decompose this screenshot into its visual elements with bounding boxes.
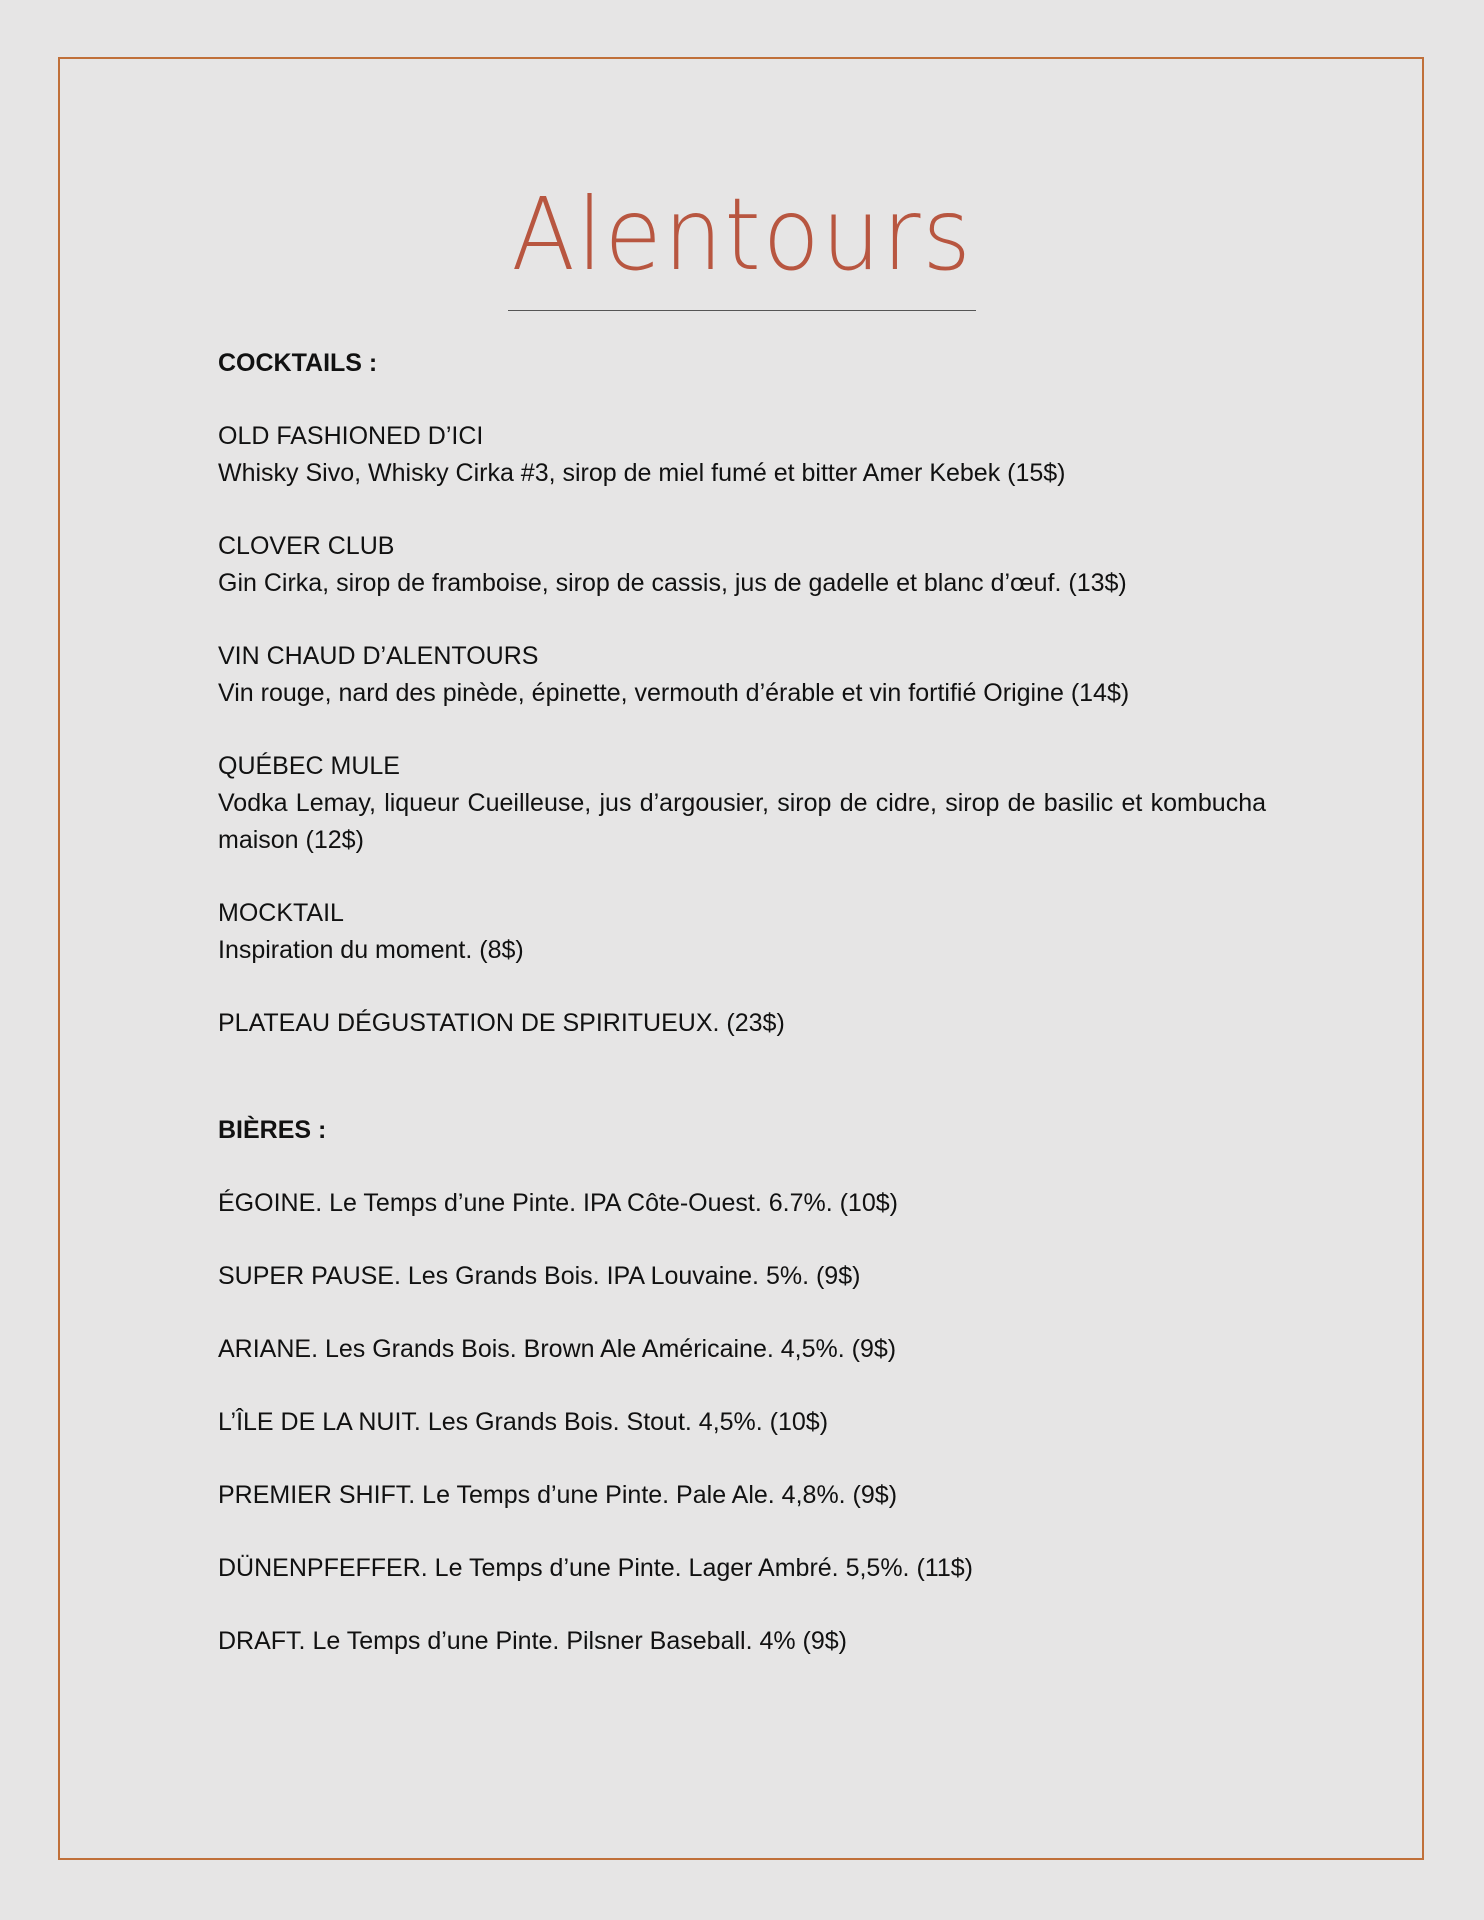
beer-item: ÉGOINE. Le Temps d’une Pinte. IPA Côte-Ouest. 6.7%. (10$): [218, 1189, 898, 1217]
cocktail-description: Gin Cirka, sirop de framboise, sirop de cassis, jus de gadelle et blanc d’œuf. (13$): [218, 569, 1127, 597]
cocktail-name: CLOVER CLUB: [218, 532, 395, 560]
beer-item: DRAFT. Le Temps d’une Pinte. Pilsner Baseball. 4% (9$): [218, 1627, 848, 1655]
cocktail-name: VIN CHAUD D’ALENTOURS: [218, 642, 539, 670]
cocktail-name: MOCKTAIL: [218, 899, 344, 927]
beers-heading: BIÈRES :: [218, 1116, 327, 1144]
menu-content: [218, 345, 1266, 1660]
cocktail-description: Inspiration du moment. (8$): [218, 936, 524, 964]
beer-item: SUPER PAUSE. Les Grands Bois. IPA Louvaine. 5%. (9$): [218, 1262, 861, 1290]
restaurant-title: Alentours: [511, 176, 973, 278]
cocktails-heading: COCKTAILS :: [218, 349, 378, 377]
cocktail-description: Whisky Sivo, Whisky Cirka #3, sirop de miel fumé et bitter Amer Kebek (15$): [218, 459, 1066, 487]
cocktail-name: QUÉBEC MULE: [218, 752, 400, 780]
title-wrapper: [0, 170, 1484, 278]
tasting-platter: PLATEAU DÉGUSTATION DE SPIRITUEUX. (23$): [218, 1009, 785, 1037]
cocktail-description: Vodka Lemay, liqueur Cueilleuse, jus d’argousier, sirop de cidre, sirop de basilic et kombucha maison (12$): [218, 789, 1266, 854]
cocktail-name: OLD FASHIONED D’ICI: [218, 422, 484, 450]
title-divider: [508, 310, 976, 311]
beer-item: L’ÎLE DE LA NUIT. Les Grands Bois. Stout. 4,5%. (10$): [218, 1408, 829, 1436]
beer-item: DÜNENPFEFFER. Le Temps d’une Pinte. Lager Ambré. 5,5%. (11$): [218, 1554, 973, 1582]
cocktail-description: Vin rouge, nard des pinède, épinette, vermouth d’érable et vin fortifié Origine (14$): [218, 679, 1130, 707]
beer-item: ARIANE. Les Grands Bois. Brown Ale Américaine. 4,5%. (9$): [218, 1335, 897, 1363]
beer-item: PREMIER SHIFT. Le Temps d’une Pinte. Pale Ale. 4,8%. (9$): [218, 1481, 898, 1509]
